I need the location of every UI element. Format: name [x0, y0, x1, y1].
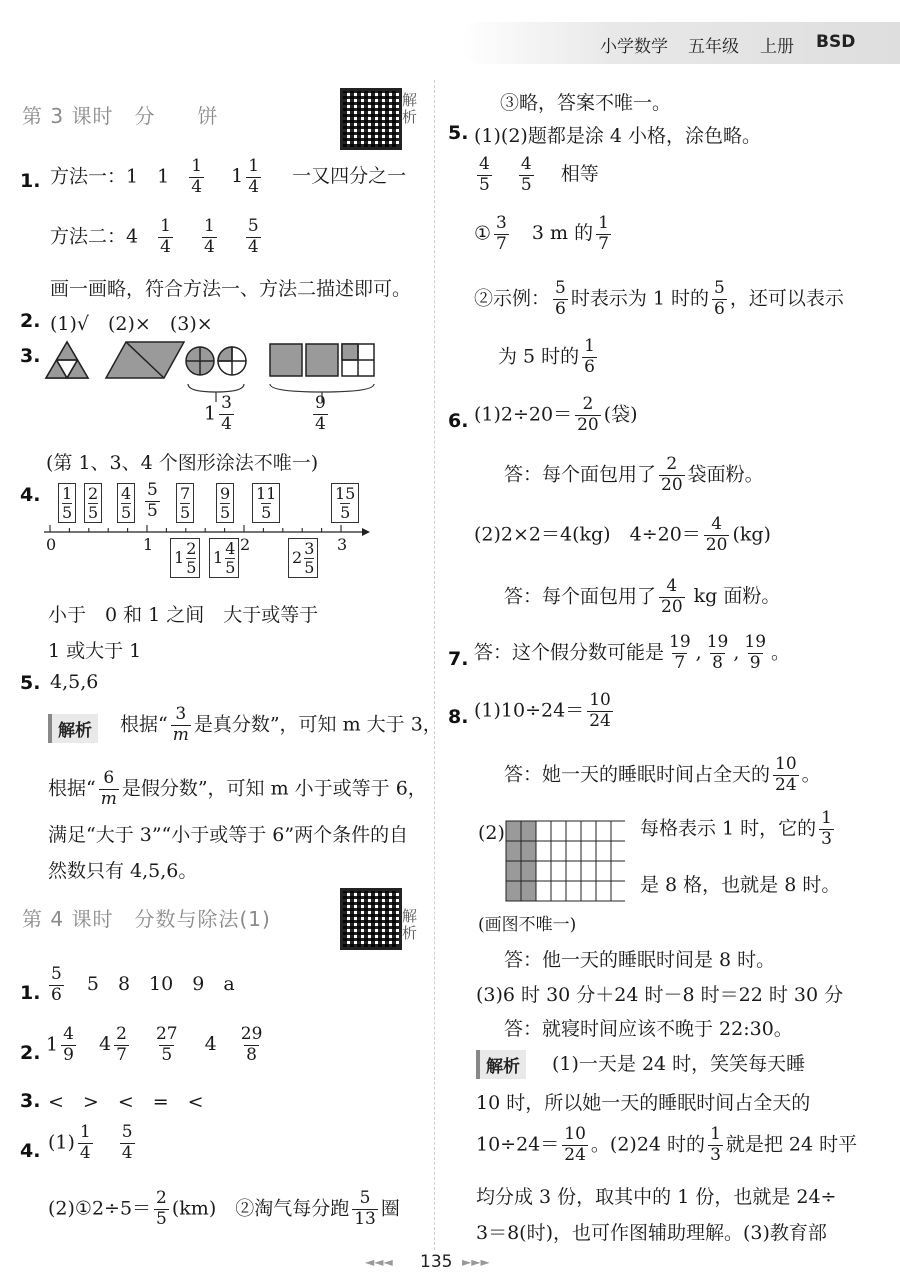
q4-number: 4. [20, 484, 41, 506]
r-q6-line2: (2)2×2＝4(kg) 4÷20＝ $\frac{4}{20}$ (kg) [474, 514, 771, 555]
r-q6-line1: (1)2÷20＝ $\frac{2}{20}$ (袋) [474, 394, 638, 435]
r-line0: ③略，答案不唯一。 [500, 92, 672, 114]
grid-cell [536, 881, 551, 901]
fraction: $\frac{19}{9}$ [744, 632, 767, 673]
q1-m1-label: 方法一：1 1 [50, 165, 170, 188]
header-subject: 小学数学 [600, 37, 668, 57]
grid-cell-shaded [506, 821, 521, 841]
r-q8-note: (画图不唯一) [478, 915, 577, 935]
grid-cell [611, 821, 625, 841]
fraction: $\frac{4}{9}$ [63, 1024, 74, 1065]
grid-cell-shaded [521, 881, 536, 901]
p1-number: 1. [20, 982, 41, 1004]
q4-box-1: $\frac{1}{5}$ [58, 482, 76, 523]
q4-bottom-box-1: 1 2 5 [170, 538, 200, 578]
grid-cell-shaded [506, 841, 521, 861]
fraction: $\frac{10}{24}$ [589, 690, 611, 731]
grid-cell [551, 841, 566, 861]
q1-note: 画一画略，符合方法一、方法二描述即可。 [50, 278, 412, 300]
grid-cell-shaded [521, 841, 536, 861]
fraction: $\frac{1}{4}$ [204, 216, 215, 257]
circles-figure [186, 347, 246, 375]
grid-cell [551, 821, 566, 841]
fraction: $\frac{1}{4}$ [79, 1122, 91, 1163]
grid-cell [536, 821, 551, 841]
r-q8-desc1: 每格表示 1 时，它的 $\frac{1}{3}$ [640, 808, 832, 849]
q1-method2 [50, 218, 264, 257]
r-q8-line1: (1)10÷24＝ $\frac{10}{24}$ [474, 690, 611, 731]
r-q5-number: 5. [448, 122, 469, 144]
p4-number: 4. [20, 1140, 41, 1162]
q4-number-line [40, 522, 370, 542]
q1-m2-label: 方法二：4 [50, 225, 139, 248]
fraction: $\frac{5}{4}$ [247, 216, 259, 257]
q4-box-2: $\frac{2}{5}$ [84, 482, 102, 523]
q3-label-1: 1 $\frac{3}{4}$ [204, 393, 232, 434]
parallelogram-figure [106, 342, 184, 378]
grid-cell [581, 821, 596, 841]
q3-number: 3. [20, 345, 41, 367]
page-arrows-right: ►►► [462, 1255, 490, 1269]
fraction: $\frac{1}{4}$ [248, 156, 260, 197]
fraction: $\frac{3}{4}$ [221, 393, 232, 434]
tick-2: 2 [240, 535, 251, 554]
fraction: $\frac{5}{6}$ [555, 278, 566, 319]
fraction: $\frac{2}{5}$ [156, 1188, 167, 1229]
page-header [460, 22, 900, 64]
analysis-tag: 解析 [476, 1050, 526, 1079]
fraction: $\frac{6}{m}$ [100, 768, 117, 809]
fraction: $\frac{1}{6}$ [584, 336, 595, 377]
fraction: $\frac{29}{8}$ [240, 1024, 263, 1065]
p3-answer: < > < = < [48, 1091, 204, 1113]
q4-line1: 小于 0 和 1 之间 大于或等于 [48, 604, 319, 626]
qr-label: 解析 [402, 91, 418, 126]
fraction: $\frac{19}{7}$ [669, 632, 691, 673]
fraction: $\frac{1}{3}$ [710, 1124, 721, 1165]
grid-cell [536, 861, 551, 881]
grid-cell [611, 861, 625, 881]
grid-cell [581, 881, 596, 901]
grid-cell [566, 821, 581, 841]
r-q5-line1: (1)(2)题都是涂 4 小格，涂色略。 [474, 125, 761, 147]
header-volume: 上册 [760, 37, 794, 57]
grid-cell [551, 861, 566, 881]
fraction: $\frac{4}{20}$ [705, 514, 728, 555]
fraction: $\frac{1}{7}$ [598, 213, 609, 254]
fraction: $\frac{1}{4}$ [191, 156, 203, 197]
header-edition: BSD [816, 32, 856, 52]
r-q5-line5: 为 5 时的 $\frac{1}{6}$ [498, 336, 595, 377]
q4-bottom-box-3: 2 3 5 [288, 538, 318, 578]
grid-cell [596, 821, 611, 841]
q4-box-5: $\frac{9}{5}$ [216, 482, 234, 523]
grid-cell [611, 841, 625, 861]
analysis-tag: 解析 [48, 714, 98, 743]
triangle-figure [46, 342, 88, 378]
r-q7-number: 7. [448, 648, 469, 670]
r-q6-answer1: 答：每个面包用了 $\frac{2}{20}$ 袋面粉。 [504, 454, 764, 495]
fraction: $\frac{3}{m}$ [172, 704, 189, 745]
fraction: $\frac{5}{4}$ [121, 1122, 133, 1163]
fraction: $\frac{4}{5}$ [479, 154, 490, 195]
r-q8-line3: (3)6 时 30 分＋24 时－8 时＝22 时 30 分 [476, 984, 844, 1006]
r-q8-exp1: (1)一天是 24 时，笑笑每天睡 [552, 1053, 806, 1075]
q5-line3: 满足“大于 3”“小于或等于 6”两个条件的自 [48, 824, 409, 846]
grid-cell [611, 881, 625, 901]
grid-cell [596, 861, 611, 881]
r-q7-answer: 答：这个假分数可能是 $\frac{19}{7}$ , $\frac{19}{8}$ , $\frac{19}{9}$ 。 [474, 632, 791, 673]
grid-cell [596, 881, 611, 901]
r-q8-exp3: 10÷24＝ $\frac{10}{24}$ 。(2)24 时的 $\frac{1}{3}$ 就是把 24 时平 [476, 1124, 858, 1165]
fraction: $\frac{2}{7}$ [116, 1024, 127, 1065]
fraction: $\frac{4}{20}$ [661, 576, 683, 617]
fraction: $\frac{9}{4}$ [315, 393, 326, 434]
fraction: $\frac{10}{24}$ [775, 754, 797, 795]
r-q8-exp2: 10 时，所以她一天的睡眠时间占全天的 [476, 1092, 811, 1114]
fraction: $\frac{1}{3}$ [821, 808, 832, 849]
p1-answer: $\frac{5}{6}$ 5 8 10 9 a [51, 964, 235, 1005]
page-number: 135 [420, 1252, 453, 1272]
page-arrows-left: ◄◄◄ [365, 1255, 393, 1269]
p3-number: 3. [20, 1090, 41, 1112]
r-q8-sub2: (2) [478, 822, 505, 844]
grid-cell [581, 841, 596, 861]
squares-figure [270, 344, 374, 376]
r-q8-number: 8. [448, 706, 469, 728]
r-q8-exp5: 3＝8(时)，也可作图辅助理解。(3)教育部 [476, 1222, 827, 1244]
q4-plain-frac: $\frac{5}{5}$ [147, 480, 158, 521]
fraction: $\frac{10}{24}$ [564, 1124, 586, 1165]
fraction: $\frac{5}{6}$ [714, 278, 725, 319]
fraction: $\frac{3}{7}$ [496, 213, 507, 254]
r-q8-answer3: 答：就寝时间应该不晚于 22:30。 [504, 1018, 793, 1040]
r-q8-answer1: 答：她一天的睡眠时间占全天的 $\frac{10}{24}$ 。 [504, 754, 821, 795]
p2-number: 2. [20, 1042, 41, 1064]
q1-m1-text: 一又四分之一 [292, 165, 407, 188]
grid-cell-shaded [521, 861, 536, 881]
p2-answer: 1 $\frac{4}{9}$ 4 $\frac{2}{7}$ $\frac{27}{5}$ 4 $\frac{29}{8}$ [46, 1024, 263, 1065]
r-q5-line2: $\frac{4}{5}$ $\frac{4}{5}$ 相等 [479, 154, 599, 195]
q5-line4: 然数只有 4,5,6。 [48, 860, 198, 882]
qr-label: 解析 [402, 907, 418, 942]
lesson4-title: 第 4 课时 分数与除法(1) [22, 907, 271, 931]
r-q5-line3: ① $\frac{3}{7}$ 3 m 的 $\frac{1}{7}$ [474, 213, 609, 254]
q5-number: 5. [20, 672, 41, 694]
p4-line1: (1) $\frac{1}{4}$ $\frac{5}{4}$ [48, 1122, 133, 1163]
fraction: $\frac{4}{5}$ [520, 154, 532, 195]
q2-answer: (1)√ (2)× (3)× [50, 313, 213, 335]
grid-cell [536, 841, 551, 861]
q4-box-4: $\frac{7}{5}$ [176, 482, 194, 523]
grid-cell [596, 841, 611, 861]
grid-cell [581, 861, 596, 881]
grid-cell [551, 881, 566, 901]
grid-cell [566, 841, 581, 861]
q3-label-2 [310, 395, 331, 434]
fraction: $\frac{2}{20}$ [577, 394, 599, 435]
fraction: $\frac{5}{6}$ [51, 964, 62, 1005]
tick-1: 1 [143, 535, 154, 554]
q1-number: 1. [20, 170, 41, 192]
p4-line2: (2)①2÷5＝ $\frac{2}{5}$ (km) ②淘气每分跑 $\frac{5}{13}$ 圈 [48, 1188, 400, 1229]
r-q5-line4: ②示例： $\frac{5}{6}$ 时表示为 1 时的 $\frac{5}{6}$ ，还可以表示 [474, 278, 844, 319]
grid-cell [566, 881, 581, 901]
q5-line2: 根据“ $\frac{6}{m}$ 是假分数”，可知 m 小于或等于 6， [48, 768, 427, 809]
fraction: $\frac{5}{13}$ [354, 1188, 376, 1229]
grid-cell [566, 861, 581, 881]
qr-code-icon[interactable] [340, 888, 402, 950]
q4-line2: 1 或大于 1 [48, 640, 142, 662]
q1-method1 [50, 158, 406, 197]
q5-answer: 4,5,6 [50, 671, 99, 693]
grid-cell-shaded [506, 881, 521, 901]
lesson3-title: 第 3 课时 分 饼 [22, 104, 219, 128]
fraction: $\frac{2}{20}$ [661, 454, 683, 495]
grid-cell-shaded [506, 861, 521, 881]
r-q8-desc2: 是 8 格，也就是 8 时。 [640, 874, 841, 896]
tick-0: 0 [46, 535, 57, 554]
q4-box-6: $\frac{11}{5}$ [252, 482, 280, 523]
q2-number: 2. [20, 310, 41, 332]
grid-cell-shaded [521, 821, 536, 841]
q4-bottom-box-2: 1 4 5 [209, 538, 239, 578]
header-grade: 五年级 [688, 37, 739, 57]
q3-note: (第 1、3、4 个图形涂法不唯一) [46, 452, 319, 474]
r-q6-number: 6. [448, 410, 469, 432]
fraction: $\frac{19}{8}$ [706, 632, 729, 673]
q4-box-7: $\frac{15}{5}$ [331, 482, 359, 523]
r-q8-answer2: 答：他一天的睡眠时间是 8 时。 [504, 949, 776, 971]
q5-line1: 根据“ $\frac{3}{m}$ 是真分数”，可知 m 大于 3， [120, 704, 442, 745]
r-q8-exp4: 均分成 3 份，取其中的 1 份，也就是 24÷ [476, 1186, 837, 1208]
whole-part: 1 [231, 165, 244, 188]
tick-3: 3 [337, 535, 348, 554]
qr-code-icon[interactable] [340, 88, 402, 150]
q4-box-3: $\frac{4}{5}$ [117, 482, 135, 523]
column-divider [434, 80, 435, 1250]
sleep-grid [505, 820, 625, 902]
r-q6-answer2: 答：每个面包用了 $\frac{4}{20}$ kg 面粉。 [504, 576, 781, 617]
fraction: $\frac{27}{5}$ [155, 1024, 178, 1065]
fraction: $\frac{1}{4}$ [160, 216, 171, 257]
